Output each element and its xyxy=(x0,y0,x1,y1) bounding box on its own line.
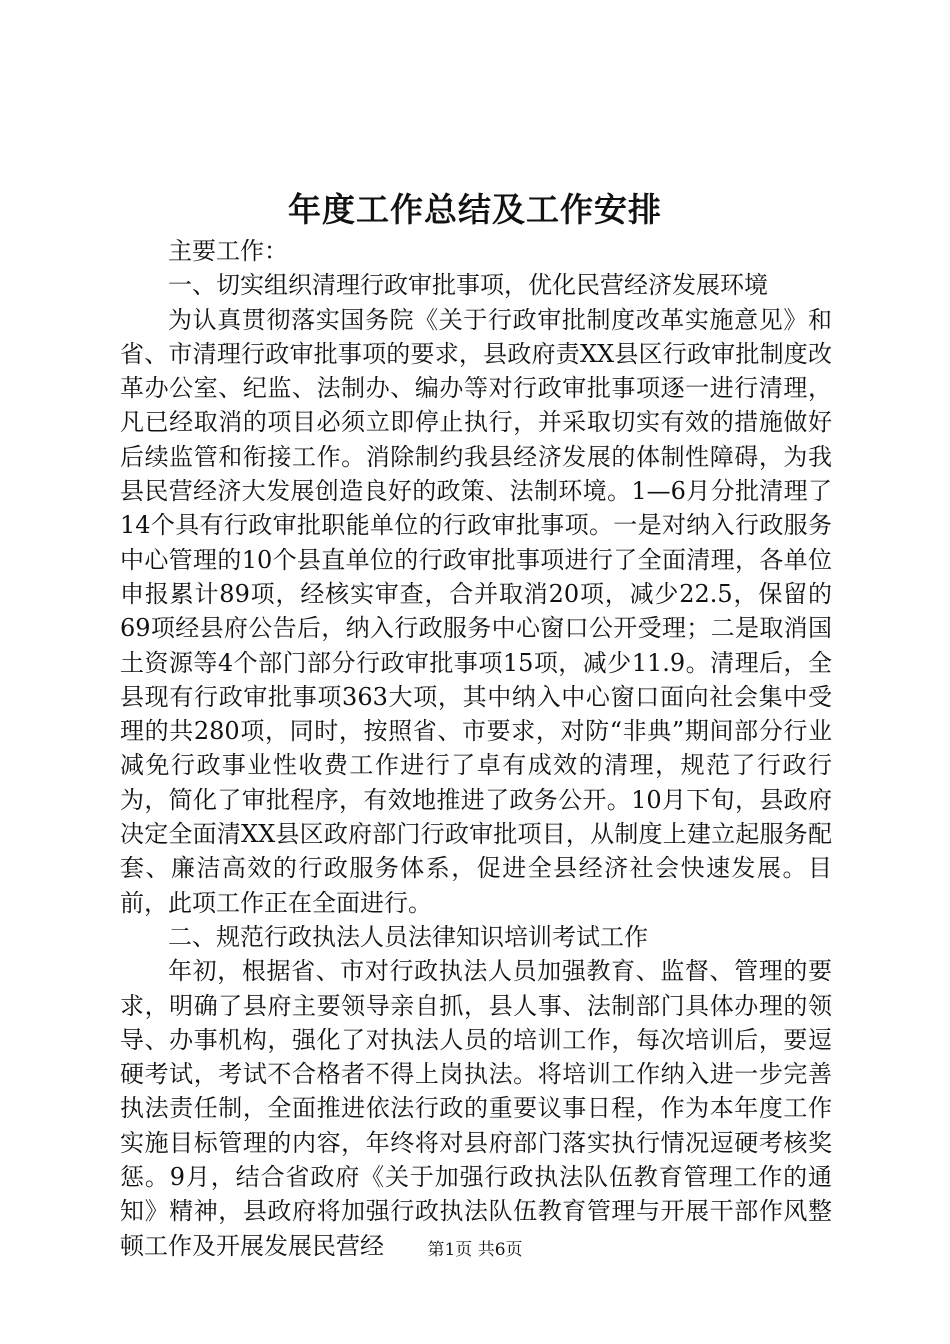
paragraph-main-work-heading: 主要工作： xyxy=(168,237,288,265)
document-body xyxy=(120,234,832,1263)
paragraph-section-one-heading: 一、切实组织清理行政审批事项，优化民营经济发展环境 xyxy=(168,271,768,300)
document-title: 年度工作总结及工作安排 xyxy=(288,190,662,229)
paragraph-section-two-body: 年初，根据省、市对行政执法人员加强教育、监督、管理的要求，明确了县府主要领导亲自抓，县人事、法制部门具体办理的领导、办事机构，强化了对执法人员的培训工作，每次培训后，要逗硬考试，考试不合格者不得上岗执法。将培训工作纳入进一步完善执法责任制，全面推进依法行政的重要议事日程，作为本年度工作实施目标管理的内容，年终将对县府部门落实执行情况逗硬考核奖惩。9月，结合省政府《关于加强行政执法队伍教育管理工作的通知》精神，县政府将加强行政执法队伍教育管理与开展干部作风整顿工作及开展发展民营经 xyxy=(120,957,832,1260)
paragraph-section-two-heading: 二、规范行政执法人员法律知识培训考试工作 xyxy=(168,922,648,951)
paragraph-section-one-body: 为认真贯彻落实国务院《关于行政审批制度改革实施意见》和省、市清理行政审批事项的要求，县政府责XX县区行政审批制度改革办公室、纪监、法制办、编办等对行政审批事项逐一进行清理，凡已经取消的项目必须立即停止执行，并采取切实有效的措施做好后续监管和衔接工作。消除制约我县经济发展的体制性障碍，为我县民营经济大发展创造良好的政策、法制环境。1—6月分批清理了14个具有行政审批职能单位的行政审批事项。一是对纳入行政服务中心管理的10个县直单位的行政审批事项进行了全面清理，各单位申报累计89项，经核实审查，合并取消20项，减少22.5，保留的69项经县府公告后，纳入行政服务中心窗口公开受理；二是取消国土资源等4个部门部分行政审批事项15项，减少11.9。清理后，全县现有行政审批事项363大项，其中纳入中心窗口面向社会集中受理的共280项，同时，按照省、市要求，对防“非典”期间部分行业减免行政事业性收费工作进行了卓有成效的清理，规范了行政行为，简化了审批程序，有效地推进了政务公开。10月下旬，县政府决定全面清XX县区政府部门行政审批项目，从制度上建立起服务配套、廉洁高效的行政服务体系，促进全县经济社会快速发展。目前，此项工作正在全面进行。 xyxy=(120,305,832,917)
page-number: 第1页 共6页 xyxy=(427,1240,523,1260)
